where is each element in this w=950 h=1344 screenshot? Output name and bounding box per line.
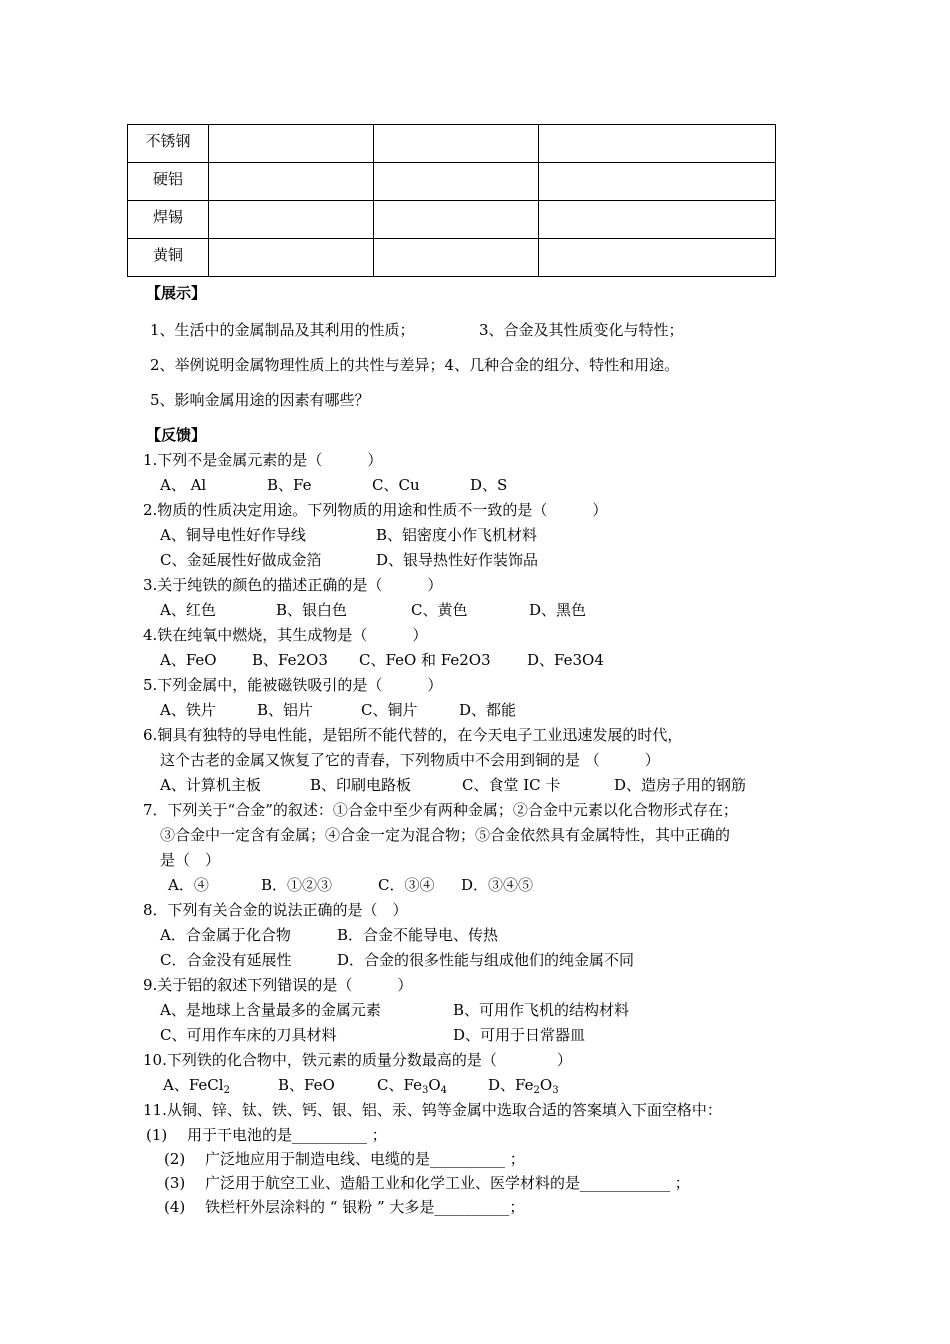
q5-option-d: D、都能 [459,701,517,719]
feedback-heading: 【反馈】 [146,426,207,444]
q9-stem: 9.关于铝的叙述下列错误的是（ ） [143,976,413,994]
alloy-table [127,124,776,277]
table-cell [539,201,776,239]
q3-option-a: A、红色 [160,601,216,619]
q7-stem-line-2: ③合金中一定含有金属；④合金一定为混合物；⑤合金依然具有金属特性，其中正确的 [160,826,731,844]
q10-option-b: B、FeO [278,1076,335,1094]
q9-option-b: B、可用作飞机的结构材料 [453,1001,630,1019]
display-line-2: 2、举例说明金属物理性质上的共性与差异；4、几种合金的组分、特性和用途。 [150,356,680,374]
q3-option-c: C、黄色 [411,601,468,619]
q9-option-a: A、是地球上含量最多的金属元素 [160,1001,381,1019]
table-cell [374,125,539,163]
q11-part-1: (1) 用于干电池的是__________ ； [146,1126,387,1144]
alloy-name-cell: 焊锡 [128,201,209,239]
q2-option-b: B、铝密度小作飞机材料 [376,526,538,544]
table-cell [209,125,374,163]
q7-stem-line-3: 是（ ） [160,851,221,869]
q10-stem: 10.下列铁的化合物中，铁元素的质量分数最高的是（ ） [143,1051,572,1069]
display-line-1b: 3、合金及其性质变化与特性； [479,321,684,339]
q2-option-d: D、银导热性好作装饰品 [376,551,539,569]
q4-option-b: B、Fe2O3 [252,651,328,669]
q6-stem-line-1: 6.铜具有独特的导电性能，是铝所不能代替的，在今天电子工业迅速发展的时代， [143,726,683,744]
table-cell [539,239,776,277]
table-row [128,239,776,277]
q1-stem: 1.下列不是金属元素的是（ ） [143,451,383,469]
table-cell [539,163,776,201]
q5-stem: 5.下列金属中，能被磁铁吸引的是（ ） [143,676,443,694]
q9-option-c: C、可用作车床的刀具材料 [160,1026,337,1044]
table-cell [374,239,539,277]
q4-option-a: A、FeO [160,651,217,669]
display-heading: 【展示】 [146,284,207,302]
table-row [128,201,776,239]
q3-option-b: B、银白色 [276,601,348,619]
q9-option-d: D、可用于日常器皿 [453,1026,586,1044]
table-cell [209,239,374,277]
table-row [128,125,776,163]
q1-option-a: A、 Al [160,476,207,494]
q1-option-b: B、Fe [267,476,312,494]
q1-option-c: C、Cu [372,476,420,494]
q11-part-2: (2) 广泛地应用于制造电线、电缆的是__________ ； [164,1150,525,1168]
table-row [128,163,776,201]
display-line-3: 5、影响金属用途的因素有哪些？ [150,391,370,409]
q2-stem: 2.物质的性质决定用途。下列物质的用途和性质不一致的是（ ） [143,501,608,519]
q6-option-c: C、食堂 IC 卡 [462,776,561,794]
q8-option-a: A．合金属于化合物 [160,926,291,944]
q11-part-4: (4) 铁栏杆外层涂料的 “ 银粉 ” 大多是__________； [164,1198,525,1216]
table-cell [209,201,374,239]
q6-option-a: A、计算机主板 [160,776,261,794]
alloy-name-cell: 硬铝 [128,163,209,201]
q7-option-a: A．④ [168,876,209,894]
q8-option-b: B．合金不能导电、传热 [337,926,499,944]
alloy-name-cell: 黄铜 [128,239,209,277]
q3-option-d: D、黑色 [529,601,587,619]
q6-option-d: D、造房子用的钢筋 [614,776,747,794]
q10-option-c: C、$Fe_3O_4$ [377,1076,448,1096]
q5-option-c: C、铜片 [361,701,418,719]
q3-stem: 3.关于纯铁的颜色的描述正确的是（ ） [143,576,443,594]
q10-option-d: D、$Fe_2O_3$ [488,1076,559,1096]
table-cell [374,163,539,201]
q4-option-c: C、FeO 和 Fe2O3 [359,651,491,669]
q2-option-c: C、金延展性好做成金箔 [160,551,322,569]
q8-option-c: C．合金没有延展性 [160,951,292,969]
display-line-1a: 1、生活中的金属制品及其利用的性质； [150,321,415,339]
q7-option-c: C．③④ [378,876,435,894]
q11-part-3: (3) 广泛用于航空工业、造船工业和化学工业、医学材料的是____________ ； [164,1174,690,1192]
q4-option-d: D、Fe3O4 [527,651,604,669]
q8-stem: 8．下列有关合金的说法正确的是（ ） [143,901,408,919]
q4-stem: 4.铁在纯氧中燃烧，其生成物是（ ） [143,626,428,644]
q5-option-a: A、铁片 [160,701,216,719]
q6-stem-line-2: 这个古老的金属又恢复了它的青春，下列物质中不会用到铜的是 （ ） [160,751,660,769]
q10-option-a: A、FeCl$_2$ [163,1076,230,1096]
alloy-name-cell: 不锈钢 [128,125,209,163]
q6-option-b: B、印刷电路板 [310,776,412,794]
q8-option-d: D．合金的很多性能与组成他们的纯金属不同 [337,951,635,969]
q2-option-a: A、铜导电性好作导线 [160,526,306,544]
table-cell [539,125,776,163]
table-cell [209,163,374,201]
q11-stem: 11.从铜、锌、钛、铁、钙、银、铝、汞、钨等金属中选取合适的答案填入下面空格中： [143,1101,722,1119]
q7-option-b: B．①②③ [261,876,333,894]
q7-stem-line-1: 7．下列关于“合金”的叙述：①合金中至少有两种金属；②合金中元素以化合物形式存在； [143,801,738,819]
q1-option-d: D、S [470,476,508,494]
q7-option-d: D．③④⑤ [461,876,534,894]
q5-option-b: B、铝片 [257,701,314,719]
table-cell [374,201,539,239]
